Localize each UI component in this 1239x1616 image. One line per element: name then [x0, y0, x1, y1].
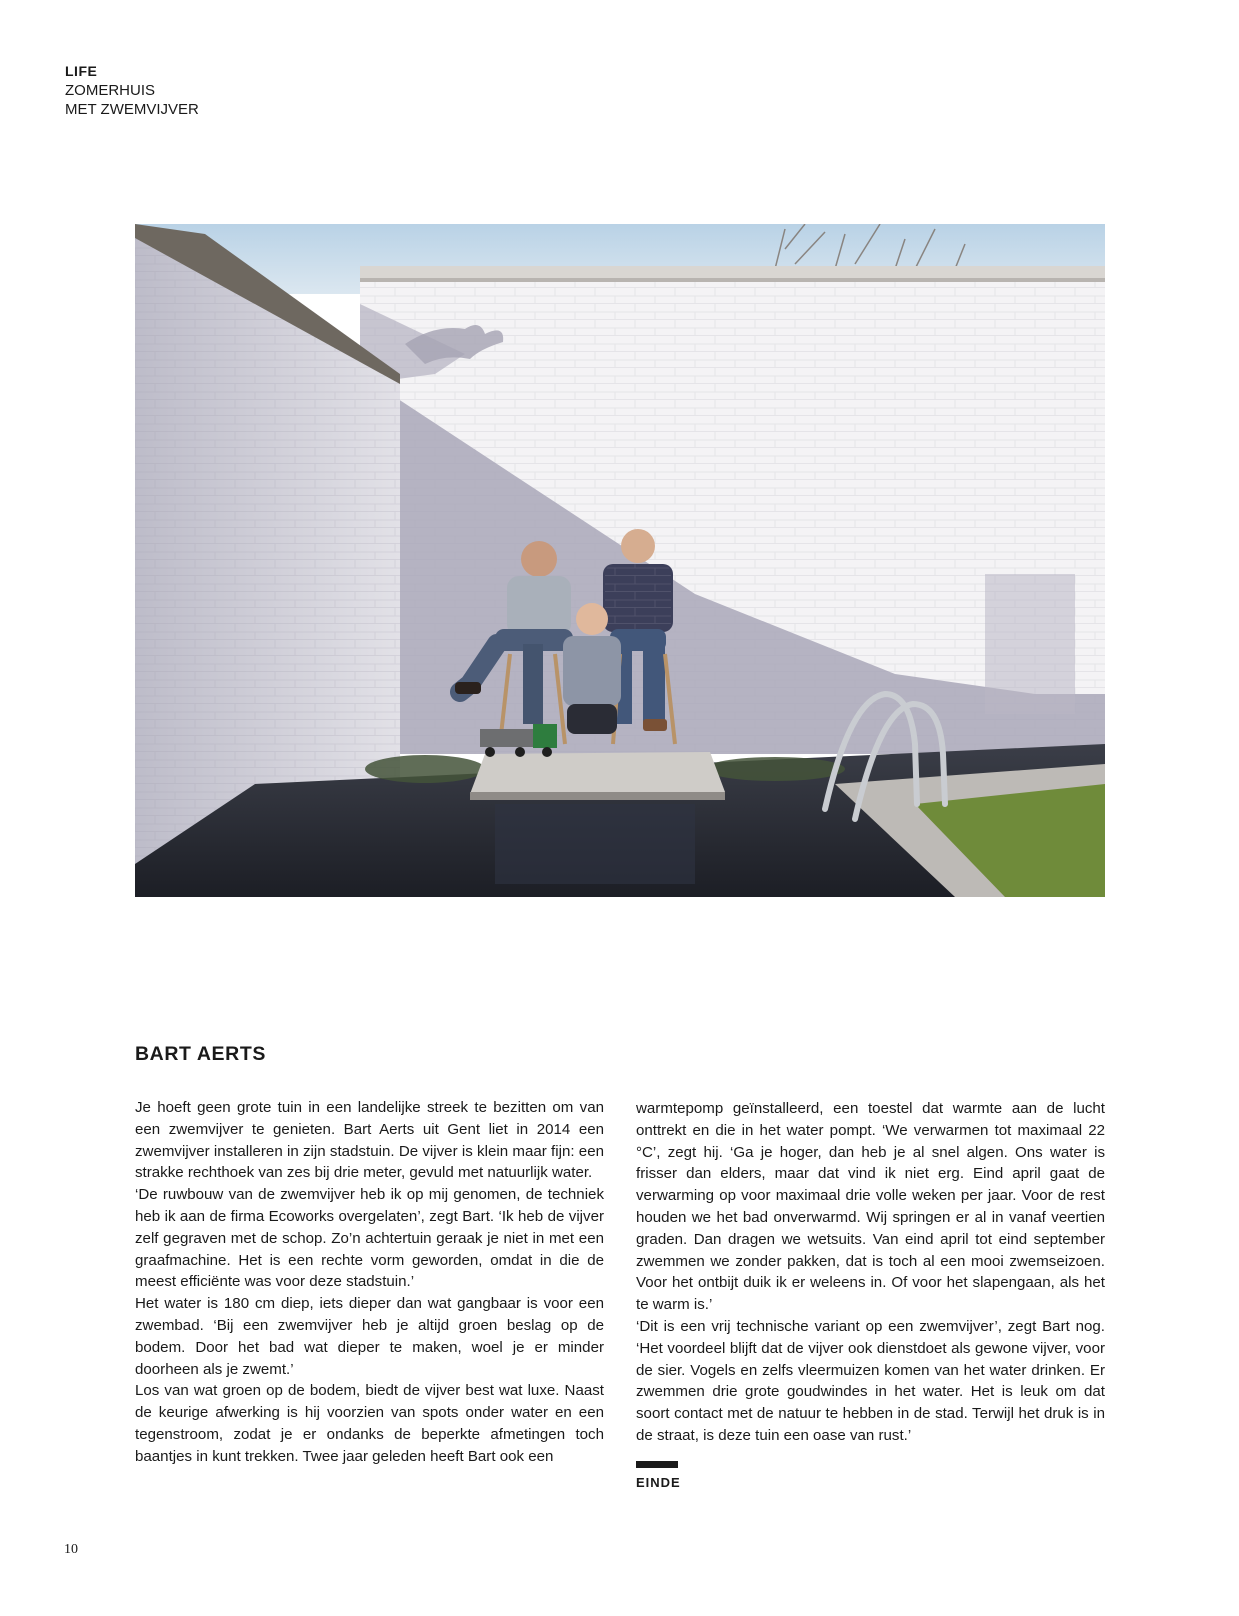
article-column-right — [636, 1098, 1105, 1490]
paragraph: ‘Dit is een vrij technische variant op een zwemvijver’, zegt Bart nog. ‘Het voordeel blijft dat de vijver ook dienstdoet als gewone vijver, voor de sier. Vogels en zelfs vleermuizen komen van het water drinken. Er zwemmen drie grote goudwindes in het water. Het is leuk om dat soort contact met de natuur te hebben in de stad. Terwijl het druk is in de straat, is deze tuin een oase van rust.’ — [636, 1317, 1105, 1444]
hero-photo — [135, 224, 1105, 897]
paragraph: ‘De ruwbouw van de zwemvijver heb ik op mij genomen, de techniek heb ik aan de firma Ecoworks overgelaten’, zegt Bart. ‘Ik heb de vijver zelf gegraven met de schop. Zo’n achtertuin geraak je niet in met een graafmachine. Het is een rechte vorm geworden, omdat in die de meest efficiënte was voor deze stadstuin.’ — [135, 1186, 604, 1291]
paragraph: Los van wat groen op de bodem, biedt de vijver best wat luxe. Naast de keurige afwerking is hij voorzien van spots onder water en een tegenstroom, zodat je er ondanks de beperkte afmetingen toch baantjes in kunt trekken. Twee jaar geleden heeft Bart ook een — [135, 1382, 604, 1465]
paragraph: Je hoeft geen grote tuin in een landelijke streek te bezitten om van een zwemvijver te genieten. Bart Aerts uit Gent liet in 2014 een zwemvijver installeren in zijn stadstuin. De vijver is klein maar fijn: een strakke rechthoek van zes bij drie meter, gevuld met natuurlijk water. — [135, 1099, 604, 1182]
toy-truck — [480, 729, 535, 747]
article-name: BART AERTS — [135, 1043, 266, 1065]
end-rule — [636, 1461, 678, 1468]
section-title-line-2: MET ZWEMVIJVER — [65, 101, 199, 118]
section-title-line-1: ZOMERHUIS — [65, 82, 155, 99]
article-column-left — [135, 1097, 604, 1468]
wall-coping — [360, 266, 1105, 280]
paragraph: warmtepomp geïnstalleerd, een toestel dat warmte aan de lucht onttrekt en die in het water pompt. ‘We verwarmen tot maximaal 22 °C’, zegt hij. ‘Ga je hoger, dan heb je al snel algen. Ons water is frisser dan elders, maar dat vind ik niet erg. Eind april gaat de verwarming op voor maximaal drie volle weken per jaar. Voor de rest houden we het bad onverwarmd. Wij springen er al in vanaf veertien graden. Dan dragen we wetsuits. Van eind april tot eind september zwemmen we zonder pakken, dat is toch al een mooi zwemseizoen. Voor het ontbijt duik ik er weleens in. Of voor het slapengaan, als het te warm is.’ — [636, 1100, 1105, 1314]
page-number: 10 — [64, 1542, 78, 1557]
pontoon — [470, 752, 725, 794]
reflection — [495, 804, 695, 884]
section-kicker: LIFE — [65, 63, 98, 79]
photo-illustration — [135, 224, 1105, 897]
end-label: EINDE — [636, 1474, 681, 1490]
section-header — [65, 62, 199, 119]
paragraph: Het water is 180 cm diep, iets dieper dan wat gangbaar is voor een zwembad. ‘Bij een zwemvijver heb je altijd groen beslag op de bodem. Door het bad wat dieper te maken, woel je er minder doorheen als je zwemt.’ — [135, 1295, 604, 1378]
